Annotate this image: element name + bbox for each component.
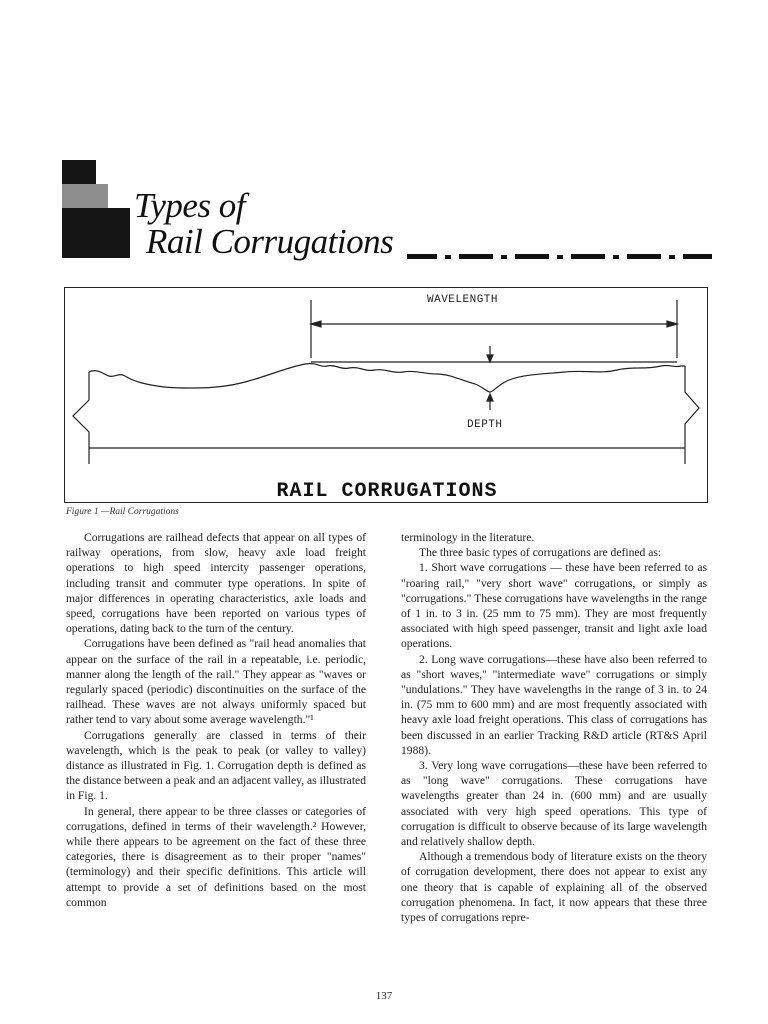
rail-right-break bbox=[685, 366, 699, 440]
body-paragraph: Corrugations generally are classed in terms of their wavelength, which is the peak to peak (or valley to valley) distance as illustrated in Fig. 1. Corrugation depth is defined as the distance between a peak and an adjacent valley, as illustrated in Fig. 1. bbox=[66, 728, 366, 803]
body-paragraph: In general, there appear to be three classes or categories of corrugations, defined in terms of their wavelength.² However, while there appears to be agreement on the fact of these three categories, there is disagreement as to their proper "names" (terminology) and their specific definitions. This article will attempt to provide a set of definitions based on the most common bbox=[66, 804, 366, 909]
title-line-2: Rail Corrugations bbox=[146, 222, 394, 261]
rail-left-break bbox=[73, 372, 89, 440]
corrugation-diagram bbox=[65, 288, 709, 504]
logo-block-top bbox=[62, 160, 96, 184]
wavelength-label: WAVELENGTH bbox=[427, 294, 499, 306]
body-paragraph: Although a tremendous body of literature exists on the theory of corrugation development, there does not appear to exist any one theory that is capable of explaining all of the observed corrugation phenomena. In fact, it now appears that these three types of corrugations repre- bbox=[401, 850, 707, 925]
logo-block-middle bbox=[62, 184, 108, 208]
body-column-right bbox=[401, 530, 707, 925]
body-paragraph: Corrugations are railhead defects that appear on all types of railway operations, from slow, heavy axle load freight operations to high speed intercity passenger operations, including transit and commuter type operations. In spite of major differences in operating characteristics, axle loads and speed, corrugations have been reported on various types of operations, dating back to the turn of the century. bbox=[66, 531, 366, 636]
wavelength-arrow-left bbox=[311, 321, 321, 327]
title-dash-rule bbox=[407, 252, 712, 260]
body-paragraph: 3. Very long wave corrugations—these have been referred to as "long wave" corrugations. These corrugations have wavelengths greater than 24 in. (600 mm) and are usually associated with very high speed operations. This type of corrugation is difficult to observe because of its large wavelength and relatively shallow depth. bbox=[401, 759, 707, 849]
title-line-1: Types of bbox=[134, 186, 246, 225]
rail-profile bbox=[89, 364, 685, 392]
depth-label: DEPTH bbox=[467, 419, 503, 431]
body-paragraph: 2. Long wave corrugations—these have also been referred to as "short waves," "intermediate wave" corrugations or simply "undulations." They have wavelengths in the range of 3 in. to 24 in. (75 mm to 600 mm) and are most frequently associated with heavy axle load freight operations. This class of corrugations has been discussed in an earlier Tracking R&D article (RT&S April 1988). bbox=[401, 652, 707, 757]
body-column-left bbox=[66, 530, 366, 910]
wavelength-arrow-right bbox=[667, 321, 677, 327]
section-logo bbox=[62, 160, 130, 258]
logo-block-bottom bbox=[62, 208, 130, 258]
figure-rail-corrugations bbox=[64, 287, 708, 503]
body-paragraph: 1. Short wave corrugations — these have been referred to as "roaring rail," "very short wave" corrugations, or simply as "corrugations." These corrugations have wavelengths in the range of 1 in. to 3 in. (25 mm to 75 mm). They are most frequently associated with high speed passenger, transit and light axle load operations. bbox=[401, 561, 707, 651]
body-paragraph: terminology in the literature. bbox=[401, 531, 535, 544]
article-title bbox=[134, 188, 393, 260]
body-paragraph: The three basic types of corrugations are defined as: bbox=[419, 546, 662, 560]
figure-heading: RAIL CORRUGATIONS bbox=[276, 480, 498, 503]
figure-caption: Figure 1 —Rail Corrugations bbox=[66, 507, 179, 517]
page-number: 137 bbox=[375, 990, 393, 1002]
body-paragraph: Corrugations have been defined as "rail head anomalies that appear on the surface of the rail in a repeatable, i.e. periodic, manner along the length of the rail." They appear as "waves or regularly spaced (periodic) discontinuities on the surface of the railhead. These waves are not always uniformly spaced but rather tend to vary about some average wavelength."¹ bbox=[66, 637, 366, 727]
